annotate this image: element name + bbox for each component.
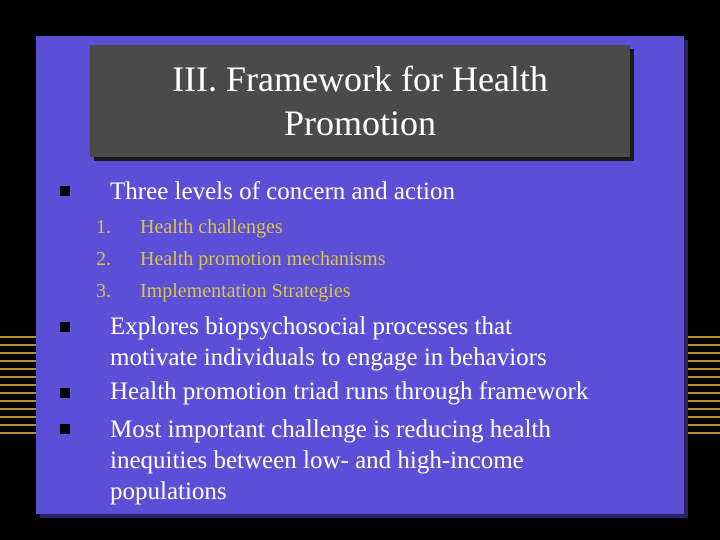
sublist-number-1: 1.: [96, 216, 111, 238]
bullet-marker-1: [60, 186, 70, 196]
sublist-item-1: Health challenges: [140, 216, 283, 238]
bullet-text-3: Health promotion triad runs through framework: [110, 378, 589, 405]
sublist-number-3: 3.: [96, 280, 111, 302]
sublist-item-2: Health promotion mechanisms: [140, 248, 386, 270]
sublist-number-2: 2.: [96, 248, 111, 270]
bullet-marker-4: [60, 424, 70, 434]
bullet-text-2-line-2: motivate individuals to engage in behaviors: [110, 344, 547, 371]
title-box: [90, 45, 630, 157]
bullet-text-1: Three levels of concern and action: [110, 178, 455, 205]
right-stripes-decoration: [680, 330, 720, 440]
bullet-marker-2: [60, 322, 70, 332]
bullet-text-2-line-1: Explores biopsychosocial processes that: [110, 313, 512, 340]
left-stripes-decoration: [0, 330, 40, 440]
sublist-item-3: Implementation Strategies: [140, 280, 351, 302]
bullet-text-4-line-2: inequities between low- and high-income: [110, 447, 524, 474]
slide-title: III. Framework for Health Promotion: [172, 59, 548, 143]
bullet-marker-3: [60, 388, 70, 398]
bullet-text-4-line-1: Most important challenge is reducing health: [110, 416, 551, 443]
bullet-text-4-line-3: populations: [110, 478, 227, 505]
